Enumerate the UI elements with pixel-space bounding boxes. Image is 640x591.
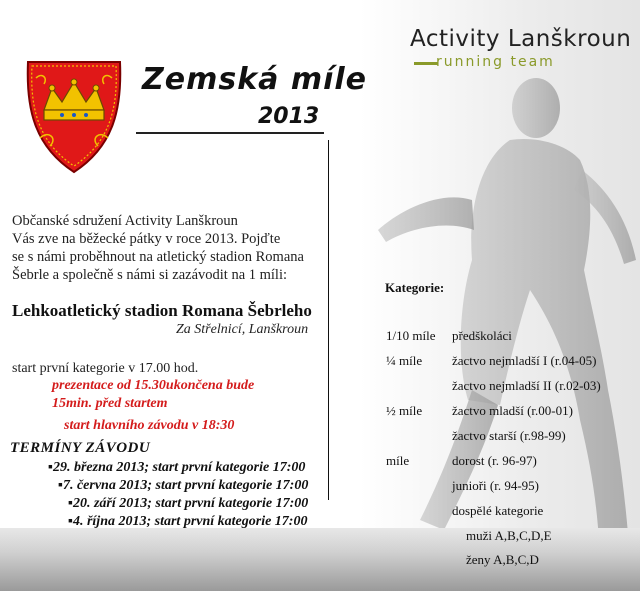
venue-address: Za Střelnicí, Lanškroun <box>176 322 309 337</box>
title-underline <box>136 132 324 134</box>
category-group: žactvo mladší (r.00-01) <box>452 403 573 418</box>
main-race-start: start hlavního závodu v 18:30 <box>64 418 235 433</box>
category-subgroup: ženy A,B,C,D <box>466 552 539 567</box>
intro-line: Vás zve na běžecké pátky v roce 2013. Pojďte <box>12 231 281 247</box>
category-group: dospělé kategorie <box>452 503 544 518</box>
category-subgroup: muži A,B,C,D,E <box>466 528 552 543</box>
logo-main-text: Activity Lanškroun <box>410 26 632 52</box>
category-distance: míle <box>386 453 410 468</box>
intro-paragraph <box>12 212 328 284</box>
category-group: žactvo nejmladší II (r.02-03) <box>452 378 601 393</box>
category-group: dorost (r. 96-97) <box>452 453 537 468</box>
title-year: 2013 <box>258 104 320 129</box>
page-title: Zemská míle <box>142 62 368 97</box>
crest-shield-icon <box>18 58 130 176</box>
category-group: žactvo starší (r.98-99) <box>452 428 566 443</box>
logo-sub-text: running team <box>436 54 555 70</box>
venue-name: Lehkoatletický stadion Romana Šebrleho <box>12 301 312 320</box>
intro-line: Šebrle a společně s námi si zazávodit na 1 míli: <box>12 267 288 283</box>
race-date: ▪29. března 2013; start první kategorie 17:00 <box>48 460 306 475</box>
race-date: ▪4. října 2013; start první kategorie 17:00 <box>68 514 308 529</box>
registration-info: prezentace od 15.30ukončena bude <box>52 378 255 393</box>
category-group: žactvo nejmladší I (r.04-05) <box>452 353 597 368</box>
activity-lanskroun-logo <box>410 26 632 70</box>
category-distance: ½ míle <box>386 403 423 418</box>
intro-line: se s námi proběhnout na atletický stadion Romana <box>12 249 304 265</box>
race-date: ▪7. června 2013; start první kategorie 17:00 <box>58 478 309 493</box>
registration-info-end: 15min. před startem <box>52 396 168 411</box>
category-distance: ¼ míle <box>386 353 423 368</box>
category-group: junioři (r. 94-95) <box>452 478 540 493</box>
first-start-time: start první kategorie v 17.00 hod. <box>12 361 199 376</box>
category-group: předškoláci <box>452 328 512 343</box>
race-date: ▪20. září 2013; start první kategorie 17:00 <box>68 496 309 511</box>
column-divider <box>328 140 329 500</box>
categories-heading: Kategorie: <box>385 280 445 295</box>
logo-accent-bar <box>414 62 438 65</box>
intro-line: Občanské sdružení Activity Lanškroun <box>12 213 238 229</box>
race-dates-heading: TERMÍNY ZÁVODU <box>10 440 151 456</box>
category-distance: 1/10 míle <box>386 328 436 343</box>
